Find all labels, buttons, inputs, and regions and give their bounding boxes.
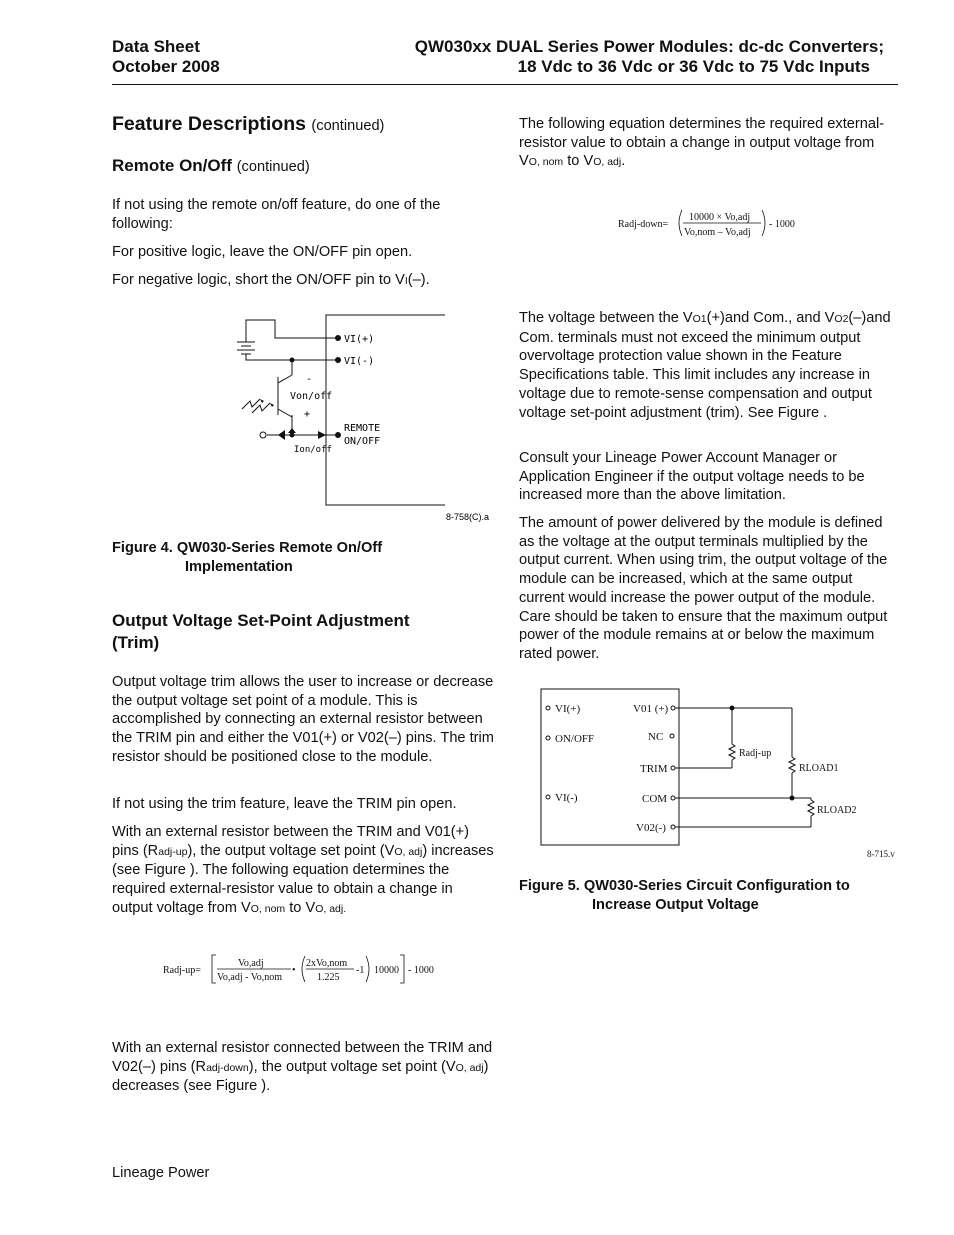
paragraph-trim-3: With an external resistor between the TRIM and V01(+) pins (Radj-up), the output voltage set point (VO, adj) increases (see Figure ). The following equation determines the required external-resistor value to obtain a change in output voltage from VO, nom to VO, adj.: [112, 824, 494, 916]
eq-down-lhs: Radj-down=: [618, 219, 669, 230]
header-right: [415, 37, 884, 77]
figure-4-caption: [112, 539, 382, 576]
fig5-v01: V01 (+): [633, 703, 669, 715]
figure-5-ref: 8-715.v: [867, 849, 895, 859]
doc-type: Data Sheet: [112, 37, 200, 56]
eq-down-tail: - 1000: [769, 219, 795, 230]
section-title: [112, 113, 384, 136]
paragraph-trim-2: If not using the trim feature, leave the TRIM pin open.: [112, 796, 457, 812]
figure-5-trim-circuit: [535, 685, 905, 865]
fig5-nc: NC: [648, 731, 664, 743]
header-left: [112, 37, 220, 77]
paragraph-right-1: The following equation determines the required external-resistor value to obtain a change in output voltage from VO, nom to VO, adj.: [519, 116, 885, 170]
trim-title-line2: (Trim): [112, 633, 160, 652]
fig5-onoff: ON/OFF: [555, 733, 595, 745]
label-minus: -: [306, 374, 313, 385]
eq-down-den: Vo,nom – Vo,adj: [684, 227, 751, 238]
fig5-rload2: RLOAD2: [817, 805, 857, 816]
paragraph-remote-2: For positive logic, leave the ON/OFF pin open.: [112, 244, 413, 260]
doc-title-line1: QW030xx DUAL Series Power Modules: dc-dc Converters;: [414, 37, 884, 56]
equation-radj-down: [615, 207, 815, 241]
eq-up-num2: 2xVo,nom: [306, 958, 348, 969]
label-von-off: Von/off: [290, 391, 333, 402]
subsection-title-text: Remote On/Off: [112, 156, 232, 175]
fig5-com: COM: [642, 793, 668, 805]
label-plus: +: [304, 409, 311, 420]
paragraph-remote-1: If not using the remote on/off feature, do one of the following:: [112, 197, 441, 232]
figure-4-caption-line1: Figure 4. QW030-Series Remote On/Off: [112, 540, 383, 556]
footer-company: Lineage Power: [112, 1165, 210, 1181]
fig5-trim: TRIM: [640, 763, 668, 775]
paragraph-right-4: The amount of power delivered by the module is defined as the voltage at the output terminals multiplied by the output current. When using trim, the output voltage of the module can be increased, which at the same output current would increase the power output of the module. Care should be taken to ensure that the maximum output power of the module remains at or below the maximum rated power.: [519, 515, 888, 662]
trim-title-line1: Output Voltage Set-Point Adjustment: [112, 611, 410, 630]
header-rule: [112, 84, 898, 85]
subsection-title: [112, 155, 310, 178]
eq-up-dot: •: [292, 965, 296, 976]
fig5-v02: V02(-): [636, 822, 666, 834]
figure-4-caption-line2: Implementation: [185, 558, 293, 575]
paragraph-trim-1: Output voltage trim allows the user to increase or decrease the output voltage set point of a module. This is accomplished by connecting an external resistor between the TRIM pin and either the V01(+) or V02(–) pins. The trim resistor should be positioned close to the module.: [112, 674, 494, 765]
subsection-continued: (continued): [236, 159, 310, 175]
doc-date: October 2008: [112, 57, 220, 76]
figure-5-caption: [519, 877, 850, 914]
label-vi-plus: VI(+): [344, 334, 375, 345]
fig5-rload1: RLOAD1: [799, 763, 839, 774]
paragraph-right-3: Consult your Lineage Power Account Manager or Application Engineer if the output voltage needs to be increased more than the above limitation.: [519, 450, 865, 504]
paragraph-trim-4: With an external resistor connected between the TRIM and V02(–) pins (Radj-down), the output voltage set point (VO, adj) decreases (see Figure ).: [112, 1040, 493, 1095]
fig5-vi-minus: VI(-): [555, 792, 578, 804]
equation-radj-up: [160, 952, 450, 988]
label-remote: REMOTE: [344, 423, 381, 434]
figure-4-ref: 8-758(C).a: [446, 512, 490, 522]
figure-5-caption-line1: Figure 5. QW030-Series Circuit Configuration to: [519, 878, 850, 894]
doc-title-line2: 18 Vdc to 36 Vdc or 36 Vdc to 75 Vdc Inputs: [517, 57, 870, 76]
paragraph-remote-3: For negative logic, short the ON/OFF pin to VI(–).: [112, 272, 430, 288]
section-continued: (continued): [311, 118, 385, 134]
eq-down-num: 10000 × Vo,adj: [689, 212, 751, 223]
figure-4-remote-onoff-circuit: [230, 305, 500, 525]
paragraph-right-2: The voltage between the VO1(+)and Com., and VO2(–)and Com. terminals must not exceed the minimum output overvoltage protection value shown in the Feature Specifications table. This limit includes any increase in voltage due to remote-sense compensation and output voltage set-point adjustment (trim). See Figure .: [519, 310, 891, 421]
eq-up-minus1: -1: [356, 965, 365, 976]
fig5-vi-plus: VI(+): [555, 703, 581, 715]
label-ion-off: Ion/off: [294, 445, 332, 455]
label-onoff: ON/OFF: [344, 436, 381, 447]
eq-up-tail: - 1000: [408, 965, 434, 976]
figure-5-caption-line2: Increase Output Voltage: [592, 896, 759, 913]
eq-up-den1: Vo,adj - Vo,nom: [217, 972, 283, 983]
section-title-text: Feature Descriptions: [112, 113, 306, 135]
eq-up-num1: Vo,adj: [238, 958, 264, 969]
eq-up-lhs: Radj-up=: [163, 965, 201, 976]
trim-section-title: [112, 610, 409, 654]
label-vi-minus: VI(-): [344, 356, 375, 367]
eq-up-mult: 10000: [374, 965, 399, 976]
eq-up-den2: 1.225: [317, 972, 340, 983]
fig5-radj-up: Radj-up: [739, 748, 772, 759]
